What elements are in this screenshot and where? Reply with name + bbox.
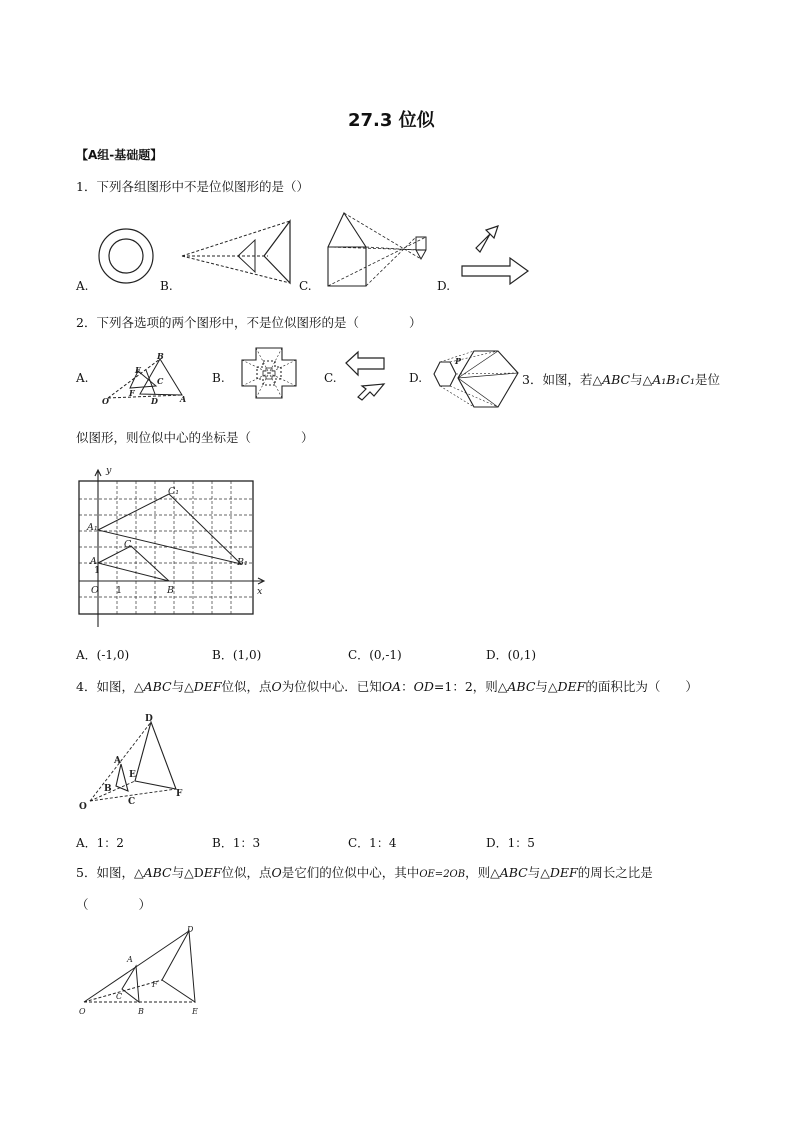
q2-label-a: A <box>180 394 187 404</box>
q3-label-b: B <box>167 585 174 596</box>
page-title: 27.3 位似 <box>348 110 435 131</box>
q4-label-a: A <box>114 756 121 766</box>
q3-option-a: A．(-1,0) <box>76 648 130 662</box>
q4-option-c: C．1：4 <box>348 836 397 850</box>
q3-label-b1: B₁ <box>237 557 248 568</box>
q2-option-c: C. <box>324 371 337 385</box>
q5-label-c: C <box>116 992 123 1001</box>
q2-option-b: B. <box>212 371 225 385</box>
q3-and: 与 <box>630 372 643 387</box>
q2-label-d: D <box>151 396 158 406</box>
q4-label-f: F <box>176 789 183 799</box>
q1-option-c: C. <box>299 279 312 293</box>
q3-tri-a1b1c1: △A₁B₁C₁ <box>642 372 696 387</box>
q5-label-a: A <box>127 955 133 964</box>
q5-label-d: D <box>187 925 194 934</box>
q2-label-f: F <box>129 388 135 398</box>
question-4: 4．如图，△ABC与△DEF位似，点O为位似中心．已知OA：OD=1：2，则△ABC与△DEF的面积比为（ ） <box>76 679 698 694</box>
question-1: 1．下列各组图形中不是位似图形的是（） <box>76 179 309 194</box>
question-5: 5．如图，△ABC与△DEF位似，点O是它们的位似中心，其中OE=2OB，则△ABC与△DEF的周长之比是 <box>76 865 653 880</box>
q1-option-b: B. <box>160 279 173 293</box>
q4-label-b: B <box>104 784 112 794</box>
q3-label-a1: A₁ <box>87 522 98 533</box>
q4-label-e: E <box>129 770 136 780</box>
q3-label-x: x <box>257 586 263 597</box>
q1-option-a: A. <box>76 279 89 293</box>
q3-option-c: C．(0,-1) <box>348 648 402 662</box>
q4-option-b: B．1：3 <box>212 836 261 850</box>
q3-label-y: y <box>106 465 112 476</box>
q2-label-e: E <box>135 365 142 375</box>
q2-option-d: D. <box>409 371 423 385</box>
q3-suffix: 是位 <box>695 372 721 387</box>
q2-label-b: B <box>157 351 164 361</box>
section-heading: 【A组-基础题】 <box>76 148 163 162</box>
q5-label-e: E <box>192 1007 198 1016</box>
q4-label-c: C <box>128 797 136 807</box>
question-2: 2．下列各选项的两个图形中，不是位似图形的是（ ） <box>76 315 422 330</box>
q3-label-c1: C₁ <box>168 486 180 497</box>
question-3-line-2: 似图形，则位似中心的坐标是（ ） <box>76 430 314 445</box>
q2-label-o: O <box>102 396 109 406</box>
q4-label-o: O <box>79 802 87 812</box>
q5-label-b: B <box>138 1007 144 1016</box>
q2-label-p: P <box>455 356 462 366</box>
q2-option-a: A. <box>76 371 89 385</box>
q3-label-tick-x: 1 <box>116 585 123 596</box>
q5-label-o: O <box>79 1007 86 1016</box>
q3-label-a: A <box>90 556 97 567</box>
q3-label-origin: O <box>91 585 99 596</box>
q3-option-d: D．(0,1) <box>486 648 537 662</box>
q4-label-d: D <box>145 714 153 724</box>
q3-num: 3．如图，若 <box>522 372 593 387</box>
q3-label-c: C <box>124 539 132 550</box>
q3-label-tick-y: 1 <box>94 565 101 576</box>
q4-option-d: D．1：5 <box>486 836 535 850</box>
q1-option-d: D. <box>437 279 451 293</box>
q3-option-b: B．(1,0) <box>212 648 262 662</box>
question-5-blank: （ ） <box>76 897 152 912</box>
q5-label-f: F <box>152 980 158 989</box>
q2-label-c: C <box>157 376 164 386</box>
q3-tri-abc: △ABC <box>592 372 631 387</box>
q4-option-a: A．1：2 <box>76 836 124 850</box>
